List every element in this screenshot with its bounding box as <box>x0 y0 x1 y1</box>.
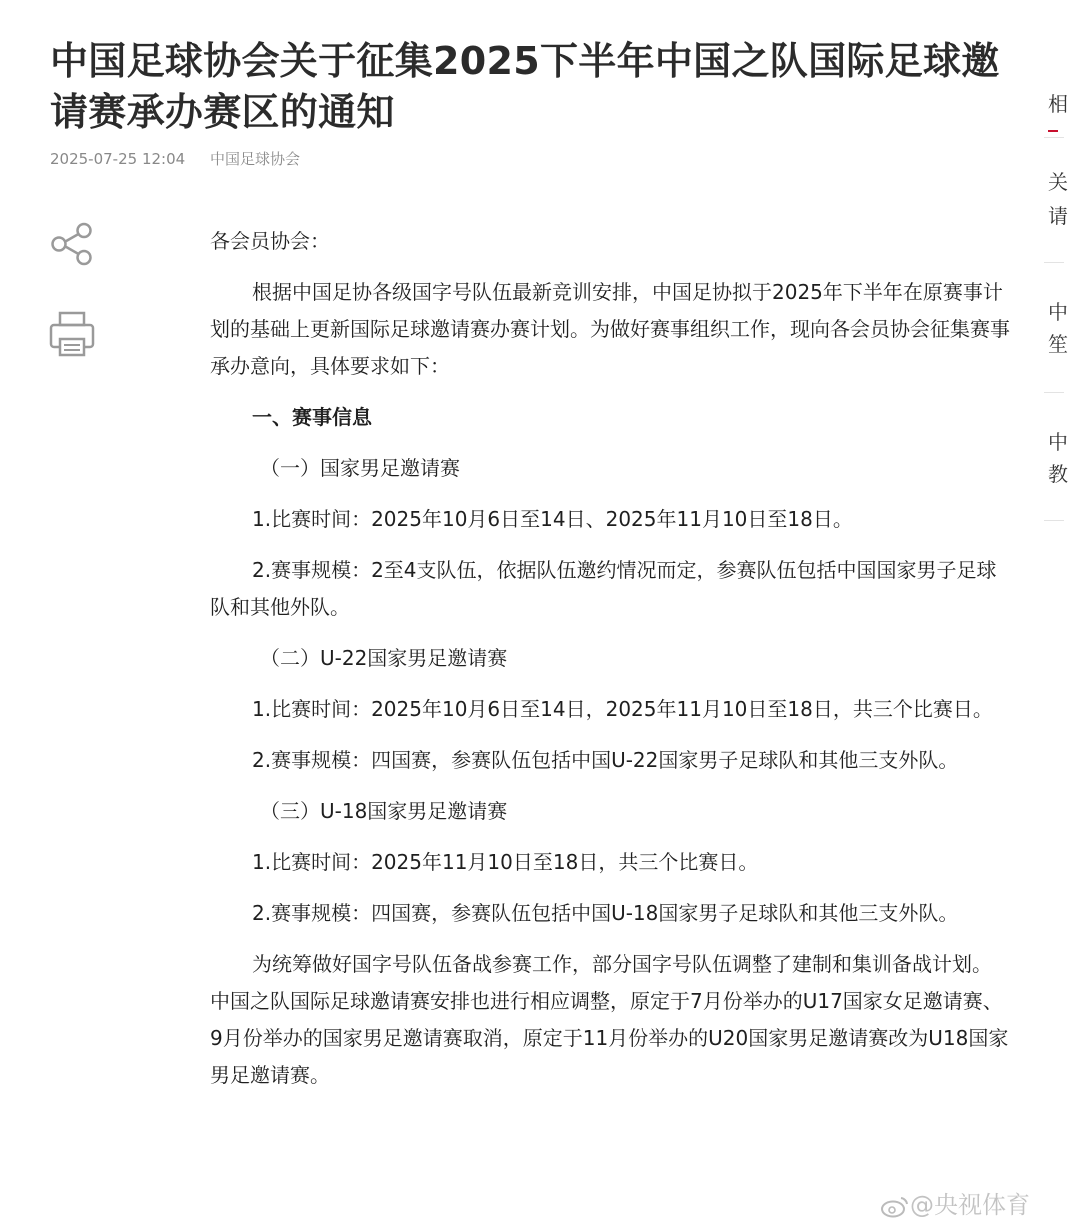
sidebar-item-char[interactable]: 教 <box>1048 462 1068 486</box>
related-sidebar <box>1038 0 1068 1209</box>
sidebar-divider <box>1044 520 1064 521</box>
event-scale: 2.赛事规模：2至4支队伍，依据队伍邀约情况而定，参赛队伍包括中国国家男子足球队和其他外队。 <box>210 558 997 619</box>
article-source[interactable]: 中国足球协会 <box>209 150 300 168</box>
sidebar-title-char: 相 <box>1048 92 1068 116</box>
printer-icon-graphic <box>48 309 96 359</box>
sidebar-item-char[interactable]: 笙 <box>1048 332 1068 356</box>
sidebar-divider <box>1044 392 1064 393</box>
salutation: 各会员协会： <box>210 229 330 253</box>
watermark <box>880 1185 1030 1220</box>
sidebar-divider <box>1044 262 1064 263</box>
printer-icon[interactable] <box>48 309 96 359</box>
sidebar-item-char[interactable]: 关 <box>1048 170 1068 194</box>
intro-paragraph: 根据中国足协各级国字号队伍最新竞训安排，中国足协拟于2025年下半年在原赛事计划的基础上更新国际足球邀请赛办赛计划。为做好赛事组织工作，现向各会员协会征集赛事承办意向，具体要求如下： <box>210 280 1010 378</box>
subsection-heading: （一）国家男足邀请赛 <box>260 456 460 480</box>
subsection-heading: （三）U-18国家男足邀请赛 <box>260 799 508 823</box>
sidebar-divider <box>1044 137 1064 138</box>
match-time: 1.比赛时间：2025年10月6日至14日、2025年11月10日至18日。 <box>252 507 853 531</box>
closing-paragraph: 为统筹做好国字号队伍备战参赛工作，部分国字号队伍调整了建制和集训备战计划。中国之队国际足球邀请赛安排也进行相应调整，原定于7月份举办的U17国家女足邀请赛、9月份举办的国家男足邀请赛取消，原定于11月份举办的U20国家男足邀请赛改为U18国家男足邀请赛。 <box>210 952 1009 1087</box>
publish-date: 2025-07-25 12:04 <box>50 150 186 168</box>
article-title: 中国足球协会关于征集2025下半年中国之队国际足球邀请赛承办赛区的通知 <box>50 39 1000 134</box>
sidebar-item-char[interactable]: 中 <box>1048 430 1068 454</box>
event-scale: 2.赛事规模：四国赛，参赛队伍包括中国U-22国家男子足球队和其他三支外队。 <box>252 748 959 772</box>
match-time: 1.比赛时间：2025年10月6日至14日，2025年11月10日至18日，共三个比赛日。 <box>252 697 993 721</box>
article-body <box>210 223 1010 1108</box>
share-icon-graphic <box>49 221 95 267</box>
article-meta <box>50 148 300 169</box>
watermark-text: @央视体育 <box>910 1191 1030 1219</box>
share-icon[interactable] <box>49 221 95 267</box>
sidebar-item-char[interactable]: 中 <box>1048 300 1068 324</box>
sidebar-item-char[interactable]: 请 <box>1048 204 1068 228</box>
sidebar-title-underline <box>1048 130 1058 132</box>
subsection-heading: （二）U-22国家男足邀请赛 <box>260 646 508 670</box>
match-time: 1.比赛时间：2025年11月10日至18日，共三个比赛日。 <box>252 850 759 874</box>
weibo-icon <box>880 1194 910 1218</box>
event-scale: 2.赛事规模：四国赛，参赛队伍包括中国U-18国家男子足球队和其他三支外队。 <box>252 901 959 925</box>
section-heading: 一、赛事信息 <box>252 405 372 429</box>
